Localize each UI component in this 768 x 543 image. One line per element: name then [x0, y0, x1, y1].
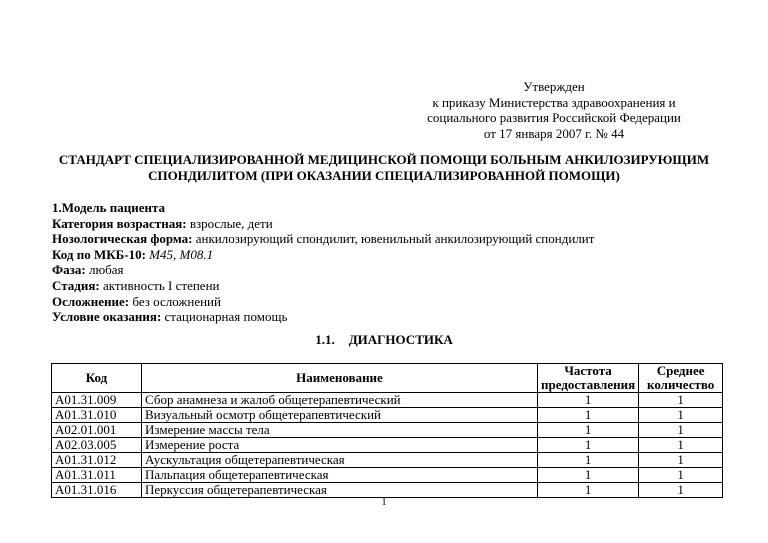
approval-line: социального развития Российской Федерации [427, 110, 681, 125]
diagnostics-table [51, 363, 723, 498]
age-category-label: Категория возрастная: [52, 215, 187, 231]
table-header-row [52, 364, 723, 393]
cell-code: A01.31.010 [52, 408, 142, 423]
stage-label: Стадия: [52, 277, 100, 293]
patient-model [52, 200, 732, 325]
cell-code: A02.01.001 [52, 423, 142, 438]
cell-average: 1 [639, 408, 723, 423]
complication-value: без осложнений [132, 293, 221, 309]
nosological-form-value: анкилозирующий спондилит, ювенильный анкилозирующий спондилит [195, 231, 595, 247]
cell-average: 1 [639, 483, 723, 498]
patient-model-heading: 1.Модель пациента [52, 200, 166, 215]
cell-frequency: 1 [538, 453, 639, 468]
header-name: Наименование [142, 364, 538, 393]
phase-label: Фаза: [52, 262, 86, 278]
stage-row [52, 278, 732, 294]
cell-name: Пальпация общетерапевтическая [142, 468, 538, 483]
table-row [52, 438, 723, 453]
page-number: 1 [381, 497, 387, 508]
table-row [52, 453, 723, 468]
cell-name: Сбор анамнеза и жалоб общетерапевтический [142, 393, 538, 408]
age-category-row [52, 216, 732, 232]
icd-code-value: M45, M08.1 [149, 246, 214, 262]
cell-name: Перкуссия общетерапевтическая [142, 483, 538, 498]
approval-block [420, 79, 688, 141]
cell-average: 1 [639, 453, 723, 468]
approval-line: к приказу Министерства здравоохранения и [432, 94, 676, 110]
phase-row [52, 262, 732, 278]
cell-average: 1 [639, 438, 723, 453]
document-title [40, 152, 728, 183]
header-frequency: Частота предоставления [538, 364, 639, 393]
icd-code-row [52, 247, 732, 263]
cell-name: Измерение массы тела [142, 423, 538, 438]
cell-frequency: 1 [538, 483, 639, 498]
cell-code: A01.31.016 [52, 483, 142, 498]
stage-value: активность I степени [102, 277, 220, 293]
nosological-form-label: Нозологическая форма: [52, 231, 193, 247]
cell-average: 1 [639, 468, 723, 483]
cell-name: Визуальный осмотр общетерапевтический [142, 408, 538, 423]
table-row [52, 468, 723, 483]
cell-code: A01.31.009 [52, 393, 142, 408]
care-condition-label: Условие оказания: [52, 309, 162, 325]
table-row [52, 423, 723, 438]
cell-frequency: 1 [538, 468, 639, 483]
complication-label: Осложнение: [52, 293, 130, 309]
approval-line: Утвержден [523, 79, 585, 94]
cell-code: A01.31.011 [52, 468, 142, 483]
section-number: 1.1. [315, 332, 335, 347]
icd-code-label: Код по МКБ-10: [52, 246, 146, 262]
cell-frequency: 1 [538, 423, 639, 438]
table-row [52, 483, 723, 498]
cell-average: 1 [639, 423, 723, 438]
care-condition-value: стационарная помощь [164, 309, 288, 325]
cell-frequency: 1 [538, 408, 639, 423]
cell-name: Измерение роста [142, 438, 538, 453]
document-title-line: СПОНДИЛИТОМ (ПРИ ОКАЗАНИИ СПЕЦИАЛИЗИРОВАННОЙ ПОМОЩИ) [148, 167, 620, 183]
cell-code: A01.31.012 [52, 453, 142, 468]
cell-code: A02.03.005 [52, 438, 142, 453]
section-heading [0, 332, 768, 348]
approval-line: от 17 января 2007 г. № 44 [483, 125, 625, 141]
age-category-value: взрослые, дети [189, 215, 273, 231]
header-average-quantity: Среднее количество [639, 364, 723, 393]
cell-name: Аускультация общетерапевтическая [142, 453, 538, 468]
cell-average: 1 [639, 393, 723, 408]
cell-frequency: 1 [538, 438, 639, 453]
table-row [52, 408, 723, 423]
section-title: ДИАГНОСТИКА [348, 332, 453, 347]
header-code: Код [52, 364, 142, 393]
nosological-form-row [52, 231, 732, 247]
cell-frequency: 1 [538, 393, 639, 408]
document-title-line: СТАНДАРТ СПЕЦИАЛИЗИРОВАННОЙ МЕДИЦИНСКОЙ ПОМОЩИ БОЛЬНЫМ АНКИЛОЗИРУЮЩИМ [58, 152, 710, 167]
phase-value: любая [88, 262, 124, 278]
table-row [52, 393, 723, 408]
complication-row [52, 294, 732, 310]
care-condition-row [52, 309, 732, 325]
